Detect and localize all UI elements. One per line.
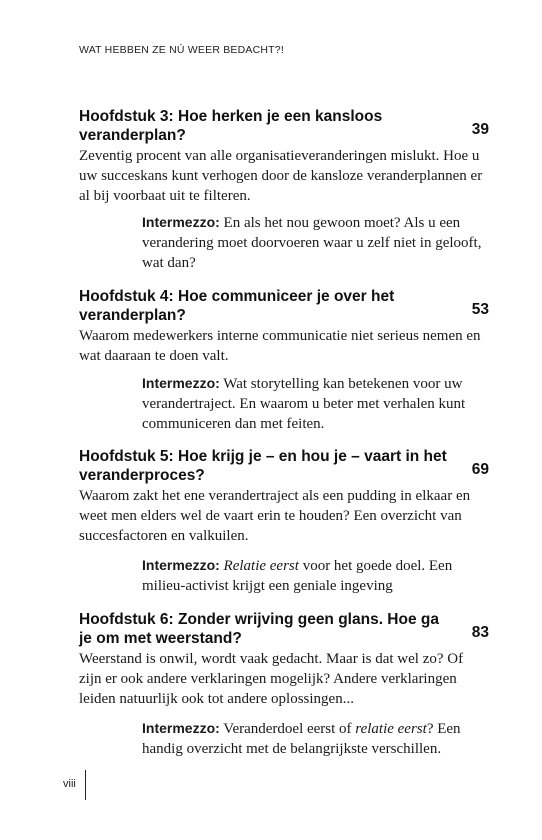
chapter-title: Hoofdstuk 5: Hoe krijg je – en hou je – vaart in het veranderproces? <box>79 448 447 484</box>
intermezzo-label: Intermezzo: <box>142 375 220 391</box>
chapter-title: Hoofdstuk 4: Hoe communiceer je over het veranderplan? <box>79 288 395 324</box>
intermezzo-text: En als het nou gewoon moet? Als u een verandering moet doorvoeren waar u zelf niet in gelooft, wat dan? <box>142 215 482 271</box>
chapter-page-number: 39 <box>471 121 489 138</box>
intermezzo-italic-text: relatie eerst <box>355 721 427 737</box>
intermezzo-label: Intermezzo: <box>142 720 220 736</box>
folio-divider <box>85 770 86 800</box>
intermezzo-chapter-6 <box>142 718 482 759</box>
chapter-page-number: 69 <box>471 461 489 478</box>
toc-entry-chapter-5 <box>79 447 489 546</box>
intermezzo-label: Intermezzo: <box>142 214 220 230</box>
intermezzo-chapter-5 <box>142 555 482 596</box>
chapter-description: Weerstand is onwil, wordt vaak gedacht. Maar is dat wel zo? Of zijn er ook andere verklaringen mogelijk? Andere verklaringen leiden natuurlijk ook tot andere oplossingen... <box>79 651 464 707</box>
intermezzo-label: Intermezzo: <box>142 557 220 573</box>
chapter-description: Waarom zakt het ene verandertraject als een pudding in elkaar en weet men elders wel de vaart erin te houden? Een overzicht van succesfactoren en valkuilen. <box>79 488 471 544</box>
intermezzo-italic-text: Relatie eerst <box>223 558 299 574</box>
intermezzo-chapter-4 <box>142 373 482 434</box>
toc-entry-chapter-3 <box>79 107 489 206</box>
intermezzo-text-continued: voor het goede doel. Een milieu-activist krijgt een geniale ingeving <box>142 558 453 594</box>
page-number: viii <box>63 778 76 790</box>
intermezzo-text: Veranderdoel eerst of <box>219 721 356 737</box>
intermezzo-chapter-3 <box>142 212 482 273</box>
intermezzo-text-continued: ? Een handig overzicht met de belangrijkste verschillen. <box>142 721 461 757</box>
chapter-page-number: 83 <box>471 624 489 641</box>
chapter-page-number: 53 <box>471 301 489 318</box>
intermezzo-text: Wat storytelling kan betekenen voor uw verandertraject. En waarom u beter met verhalen kunt communiceren dan met feiten. <box>142 376 466 432</box>
running-head: WAT HEBBEN ZE NÚ WEER BEDACHT?! <box>79 44 284 56</box>
toc-entry-chapter-4 <box>79 287 489 366</box>
toc-entry-chapter-6 <box>79 610 489 709</box>
chapter-title: Hoofdstuk 6: Zonder wrijving geen glans. Hoe ga je om met weerstand? <box>79 611 439 647</box>
chapter-description: Waarom medewerkers interne communicatie niet serieus nemen en wat daaraan te doen valt. <box>79 328 481 364</box>
chapter-title: Hoofdstuk 3: Hoe herken je een kansloos veranderplan? <box>79 108 383 144</box>
chapter-description: Zeventig procent van alle organisatieveranderingen mislukt. Hoe u uw succeskans kunt verhogen door de kansloze veranderplannen er al bij voorbaat uit te filteren. <box>79 148 483 204</box>
